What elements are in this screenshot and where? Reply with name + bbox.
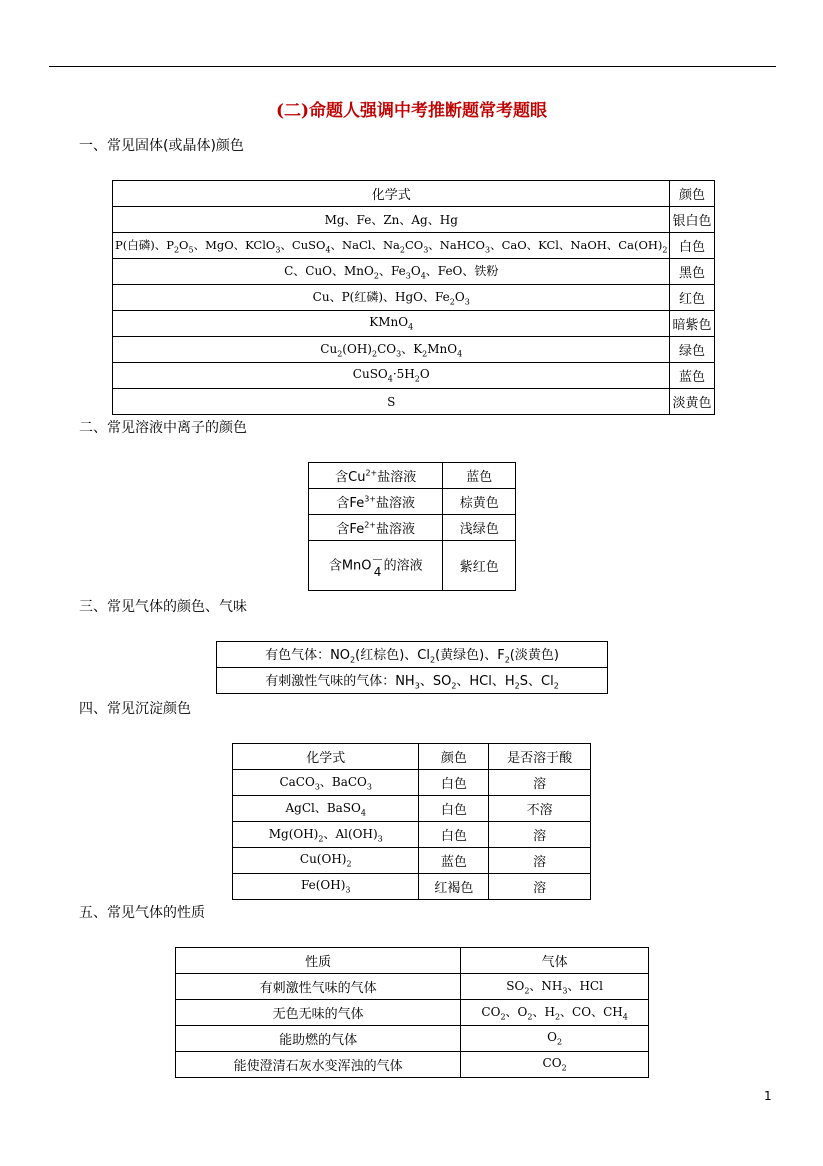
formula-cell: Cu、P(红磷)、HgO、$Fe_2O_3$ (113, 285, 670, 311)
color-cell: 白色 (419, 796, 489, 822)
table-row (233, 796, 591, 822)
property-cell: 能使澄清石灰水变浑浊的气体 (176, 1052, 461, 1078)
ion-color-table (308, 462, 516, 591)
soluble-cell: 溶 (489, 848, 591, 874)
solution-cell: 含$Fe^{2+}$盐溶液 (309, 515, 443, 541)
formula-cell: CaCO$_3$、BaCO$_3$ (233, 770, 419, 796)
page-number: 1 (764, 1089, 772, 1103)
formula-cell: $Cu(OH)_2$ (233, 848, 419, 874)
formula-cell: AgCl、BaSO$_4$ (233, 796, 419, 822)
header-gases: 气体 (461, 948, 649, 974)
color-cell: 棕黄色 (443, 489, 516, 515)
solution-cell: 含$Fe^{3+}$盐溶液 (309, 489, 443, 515)
property-cell: 无色无味的气体 (176, 1000, 461, 1026)
soluble-cell: 溶 (489, 822, 591, 848)
table-row (217, 668, 608, 694)
formula-cell: $Mg(OH)_2$、$Al(OH)_3$ (233, 822, 419, 848)
header-color: 颜色 (670, 181, 714, 207)
header-property: 性质 (176, 948, 461, 974)
section-3-heading: 三、常见气体的颜色、气味 (79, 599, 247, 615)
gases-cell: $O_2$ (461, 1026, 649, 1052)
table-row (113, 259, 715, 285)
gas-color-odor-table (216, 641, 608, 694)
table-row (309, 463, 516, 489)
color-cell: 蓝色 (443, 463, 516, 489)
color-cell: 蓝色 (670, 363, 714, 389)
gases-cell: $CO_2$、$O_2$、$H_2$、CO、$CH_4$ (461, 1000, 649, 1026)
formula-cell: $CuSO_4\cdot 5H_2O$ (113, 363, 670, 389)
color-cell: 紫红色 (443, 541, 516, 591)
section-2-heading: 二、常见溶液中离子的颜色 (79, 420, 247, 436)
solution-cell: 含MnO－ 4 的溶液 (309, 541, 443, 591)
table-row (113, 311, 715, 337)
header-color: 颜色 (419, 744, 489, 770)
formula-cell: $Fe(OH)_3$ (233, 874, 419, 900)
gases-cell: $SO_2$、$NH_3$、HCl (461, 974, 649, 1000)
formula-cell: C、CuO、MnO$_2$、$Fe_3O_4$、FeO、铁粉 (113, 259, 670, 285)
table-row (113, 337, 715, 363)
soluble-cell: 溶 (489, 770, 591, 796)
precipitate-table (232, 743, 591, 900)
table-row (233, 770, 591, 796)
header-soluble: 是否溶于酸 (489, 744, 591, 770)
color-cell: 浅绿色 (443, 515, 516, 541)
table-row (113, 285, 715, 311)
color-cell: 蓝色 (419, 848, 489, 874)
color-cell: 白色 (419, 822, 489, 848)
table-row (233, 822, 591, 848)
solution-cell: 含$Cu^{2+}$盐溶液 (309, 463, 443, 489)
colored-gases-cell: 有色气体：$NO_2$(红棕色)、$Cl_2$(黄绿色)、$F_2$(淡黄色) (217, 642, 608, 668)
color-cell: 白色 (670, 233, 714, 259)
formula-cell: KMnO$_4$ (113, 311, 670, 337)
table-row (113, 389, 715, 415)
section-4-heading: 四、常见沉淀颜色 (79, 701, 191, 717)
table-row (176, 974, 649, 1000)
header-formula: 化学式 (113, 181, 670, 207)
table-header-row (233, 744, 591, 770)
table-row (176, 1000, 649, 1026)
table-row (217, 642, 608, 668)
gases-cell: $CO_2$ (461, 1052, 649, 1078)
table-row (176, 1026, 649, 1052)
formula-cell: S (113, 389, 670, 415)
table-row (233, 848, 591, 874)
table-header-row (176, 948, 649, 974)
table-row (309, 515, 516, 541)
formula-cell: $Cu_2(OH)_2CO_3$、$K_2MnO_4$ (113, 337, 670, 363)
header-formula: 化学式 (233, 744, 419, 770)
table-row (309, 541, 516, 591)
table-row (113, 233, 715, 259)
color-cell: 白色 (419, 770, 489, 796)
gas-property-table (175, 947, 649, 1078)
formula-cell: Mg、Fe、Zn、Ag、Hg (113, 207, 670, 233)
solid-color-table (112, 180, 715, 415)
color-cell: 银白色 (670, 207, 714, 233)
table-header-row (113, 181, 715, 207)
soluble-cell: 溶 (489, 874, 591, 900)
section-1-heading: 一、常见固体(或晶体)颜色 (79, 138, 244, 154)
pungent-gases-cell: 有刺激性气味的气体：$NH_3$、$SO_2$、HCl、$H_2S$、$Cl_2$ (217, 668, 608, 694)
color-cell: 淡黄色 (670, 389, 714, 415)
section-5-heading: 五、常见气体的性质 (79, 905, 205, 921)
color-cell: 红色 (670, 285, 714, 311)
header-rule (49, 66, 776, 67)
formula-cell: P(白磷)、$P_2O_5$、MgO、KClO$_3$、CuSO$_4$、NaCl、$Na_2CO_3$、NaHCO$_3$、CaO、KCl、NaOH、$Ca(OH)_2$ (113, 233, 670, 259)
page-title: (二)命题人强调中考推断题常考题眼 (275, 101, 548, 121)
table-row (233, 874, 591, 900)
table-row (309, 489, 516, 515)
color-cell: 黑色 (670, 259, 714, 285)
property-cell: 有刺激性气味的气体 (176, 974, 461, 1000)
soluble-cell: 不溶 (489, 796, 591, 822)
color-cell: 暗紫色 (670, 311, 714, 337)
table-row (113, 363, 715, 389)
table-row (113, 207, 715, 233)
table-row (176, 1052, 649, 1078)
color-cell: 红褐色 (419, 874, 489, 900)
color-cell: 绿色 (670, 337, 714, 363)
property-cell: 能助燃的气体 (176, 1026, 461, 1052)
